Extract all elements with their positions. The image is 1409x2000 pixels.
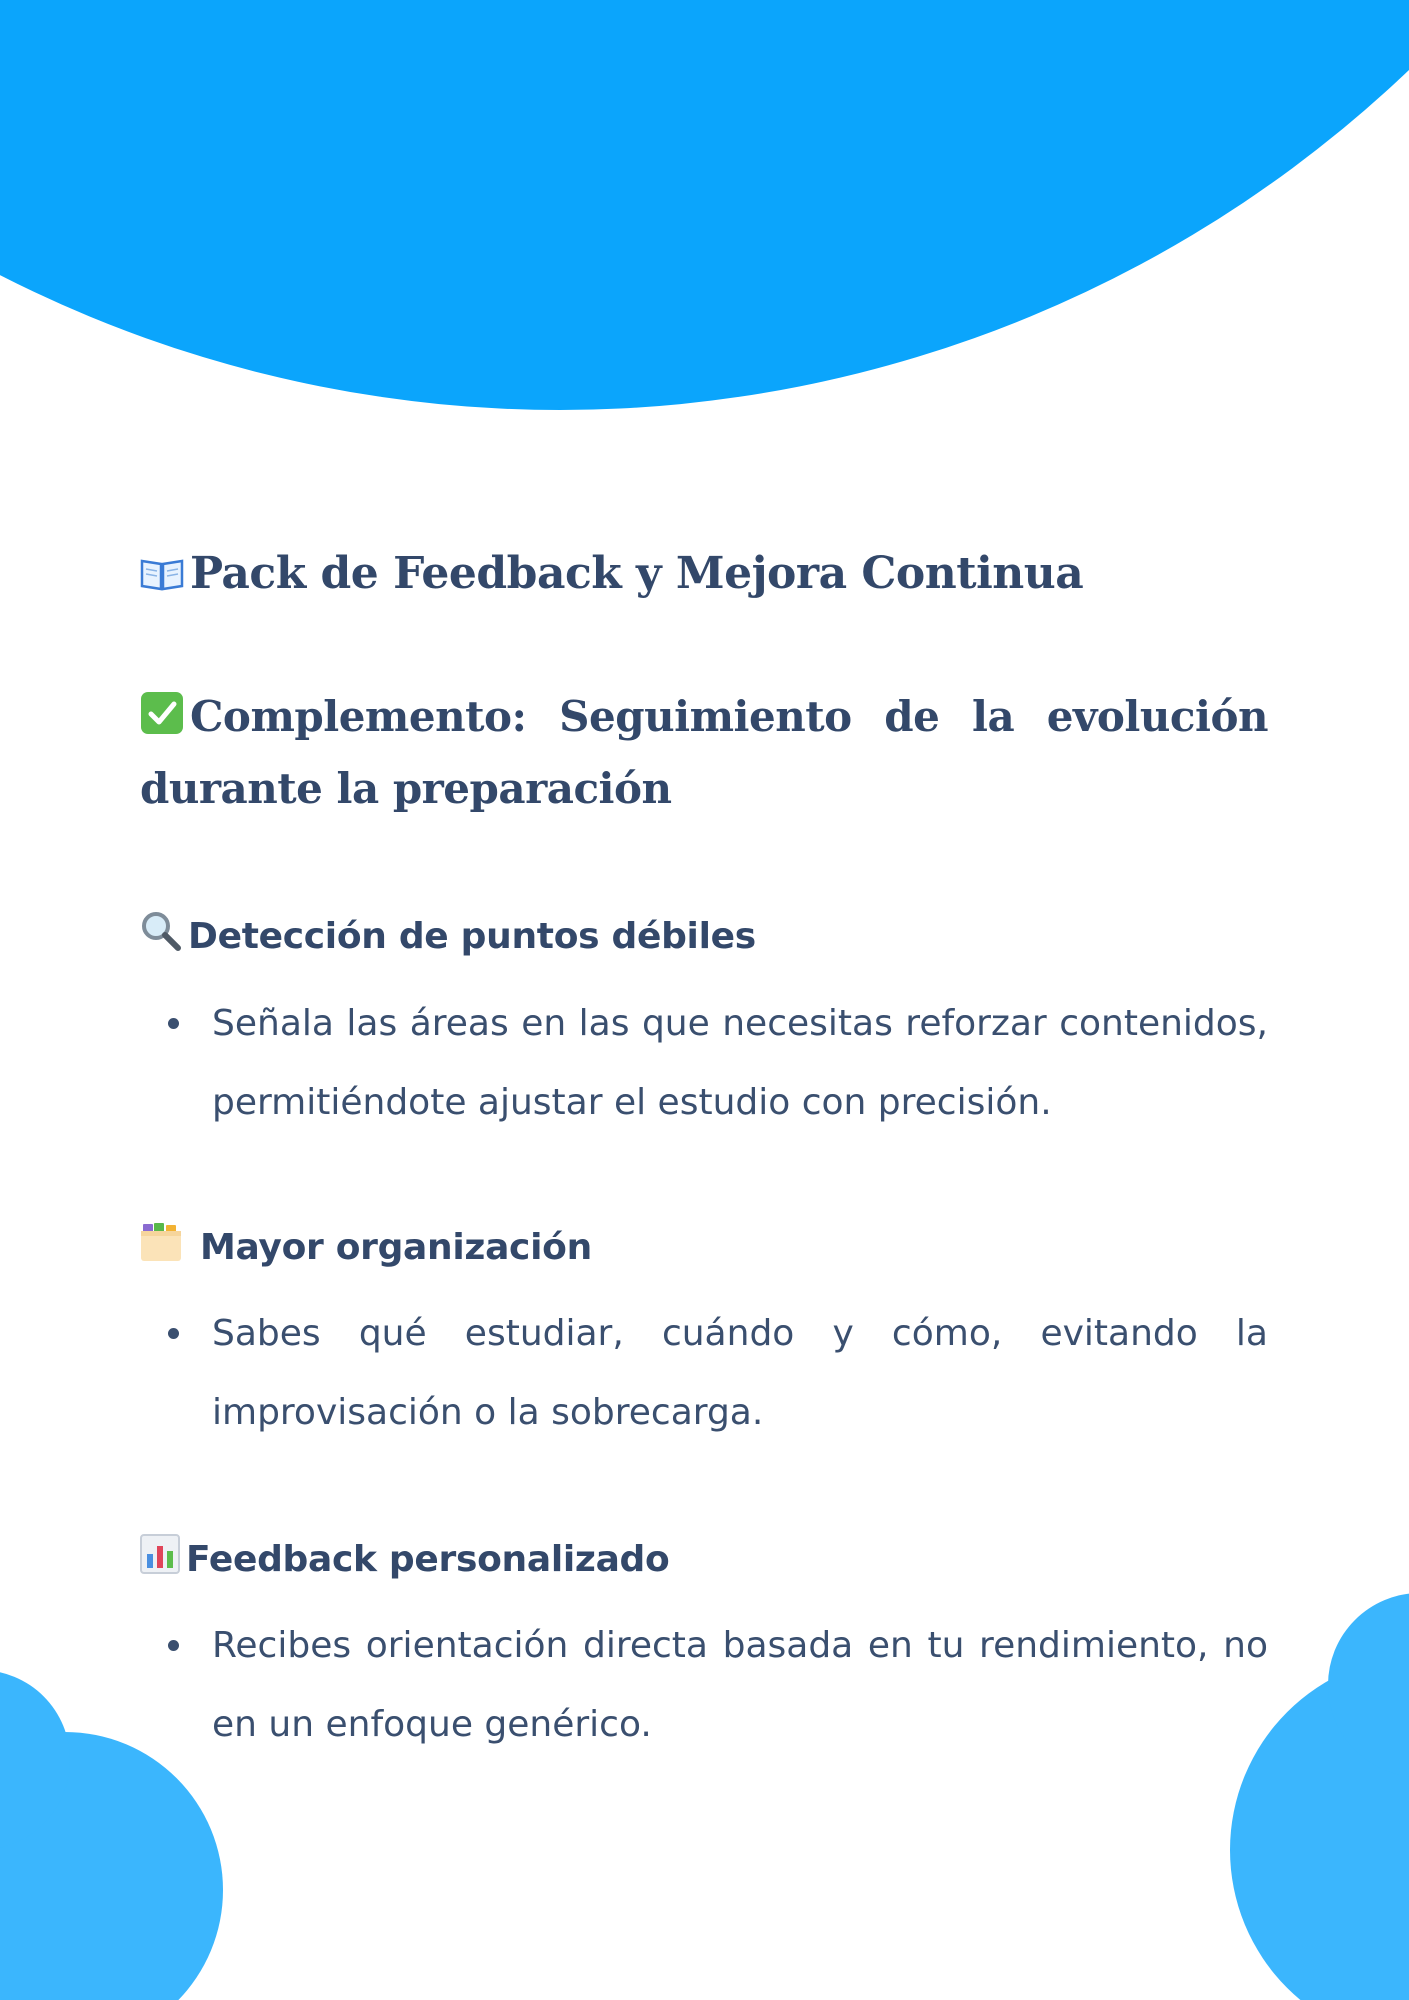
section-organization [140,1222,1268,1452]
page-subtitle [140,683,1268,823]
bullet-list [140,1294,1268,1452]
section-weak-points [140,910,1268,1142]
bullet-list [140,1606,1268,1764]
open-book-icon [140,551,184,602]
section-heading [140,910,1268,966]
bullet-list [140,984,1268,1142]
section-personalized-feedback [140,1534,1268,1764]
title-text: Pack de Feedback y Mejora Continua [190,548,1084,599]
section-heading-text: Feedback personalizado [186,1539,670,1580]
section-heading [140,1222,1268,1276]
section-heading-text: Detección de puntos débiles [188,916,756,957]
list-item: Señala las áreas en las que necesitas reforzar contenidos, permitiéndote ajustar el estudio con precisión. [212,984,1268,1142]
bar-chart-icon [140,1534,180,1588]
page-title [140,548,1083,602]
top-blue-arc [0,0,1409,410]
section-heading [140,1534,1268,1588]
magnifying-glass-icon [140,910,182,966]
list-item: Recibes orientación directa basada en tu rendimiento, no en un enfoque genérico. [212,1606,1268,1764]
card-index-dividers-icon [140,1222,182,1276]
subtitle-text: Complemento: Seguimiento de la evolución durante la preparación [140,692,1268,813]
check-mark-button-icon [140,687,184,755]
section-heading-text: Mayor organización [200,1227,592,1268]
list-item: Sabes qué estudiar, cuándo y cómo, evitando la improvisación o la sobrecarga. [212,1294,1268,1452]
